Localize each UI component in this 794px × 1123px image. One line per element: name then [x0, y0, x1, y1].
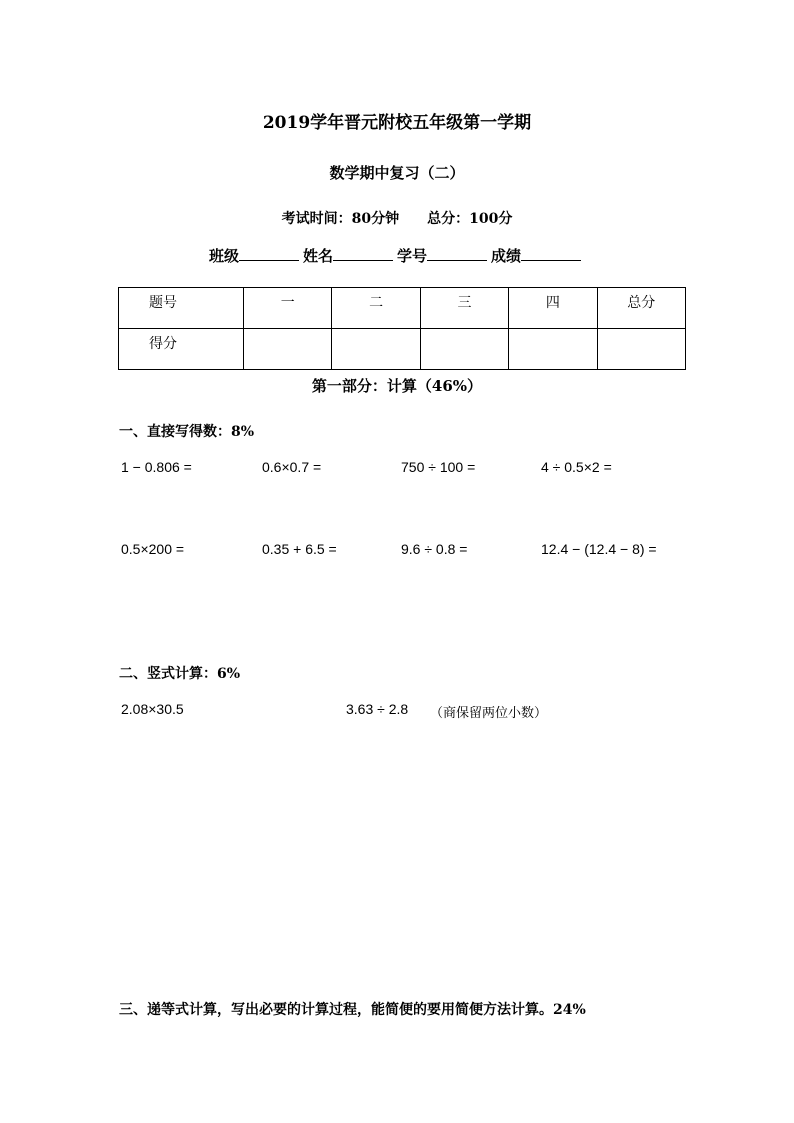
q1-expression: 0.35 + 6.5 =	[262, 541, 337, 557]
q1-expression: 0.6×0.7 =	[262, 459, 322, 475]
score-table-header-cell: 二	[332, 288, 420, 329]
score-table-header-cell: 一	[244, 288, 332, 329]
class-field-blank[interactable]	[239, 246, 299, 261]
student-id-field-label: 学号	[397, 247, 428, 265]
q3-heading: 三、递等式计算，写出必要的计算过程，能简便的要用简便方法计算。24%	[119, 1002, 586, 1018]
score-table	[118, 287, 686, 370]
q2-problem: 2.08×30.5	[121, 701, 184, 717]
score-cell[interactable]	[509, 329, 597, 370]
grade-field-blank[interactable]	[521, 246, 581, 261]
score-row-label: 得分	[119, 329, 244, 370]
student-id-field-blank[interactable]	[427, 246, 487, 261]
q1-expression: 0.5×200 =	[121, 541, 185, 557]
score-cell[interactable]	[332, 329, 420, 370]
q1-expression: 9.6 ÷ 0.8 =	[401, 541, 468, 557]
score-table-header-cell: 四	[509, 288, 597, 329]
name-field-label: 姓名	[302, 247, 333, 265]
part1-title: 第一部分：计算（46%）	[311, 377, 483, 395]
q1-heading: 一、直接写得数：8%	[119, 424, 255, 440]
exam-info: 考试时间：80分钟 总分：100分	[281, 211, 513, 227]
class-field-label: 班级	[208, 247, 239, 265]
score-cell[interactable]	[244, 329, 332, 370]
q2-note: （商保留两位小数）	[430, 706, 548, 721]
score-cell[interactable]	[420, 329, 508, 370]
name-field-blank[interactable]	[333, 246, 393, 261]
score-table-header-row	[119, 288, 686, 329]
q1-expression: 1 − 0.806 =	[121, 459, 192, 475]
student-fields	[0, 245, 794, 266]
q1-expression: 4 ÷ 0.5×2 =	[541, 459, 612, 475]
score-table-header-cell: 总分	[597, 288, 685, 329]
score-table-score-row	[119, 329, 686, 370]
q2-heading: 二、竖式计算：6%	[119, 666, 241, 682]
grade-field-label: 成绩	[491, 247, 522, 265]
score-cell[interactable]	[597, 329, 685, 370]
document-title: 2019学年晋元附校五年级第一学期	[262, 113, 532, 133]
score-table-header-cell: 三	[420, 288, 508, 329]
score-table-header-cell: 题号	[119, 288, 244, 329]
q1-expression: 12.4 − (12.4 − 8) =	[541, 541, 657, 557]
q1-expression: 750 ÷ 100 =	[401, 459, 476, 475]
q2-problem: 3.63 ÷ 2.8	[346, 701, 409, 717]
document-subtitle: 数学期中复习（二）	[329, 164, 465, 182]
